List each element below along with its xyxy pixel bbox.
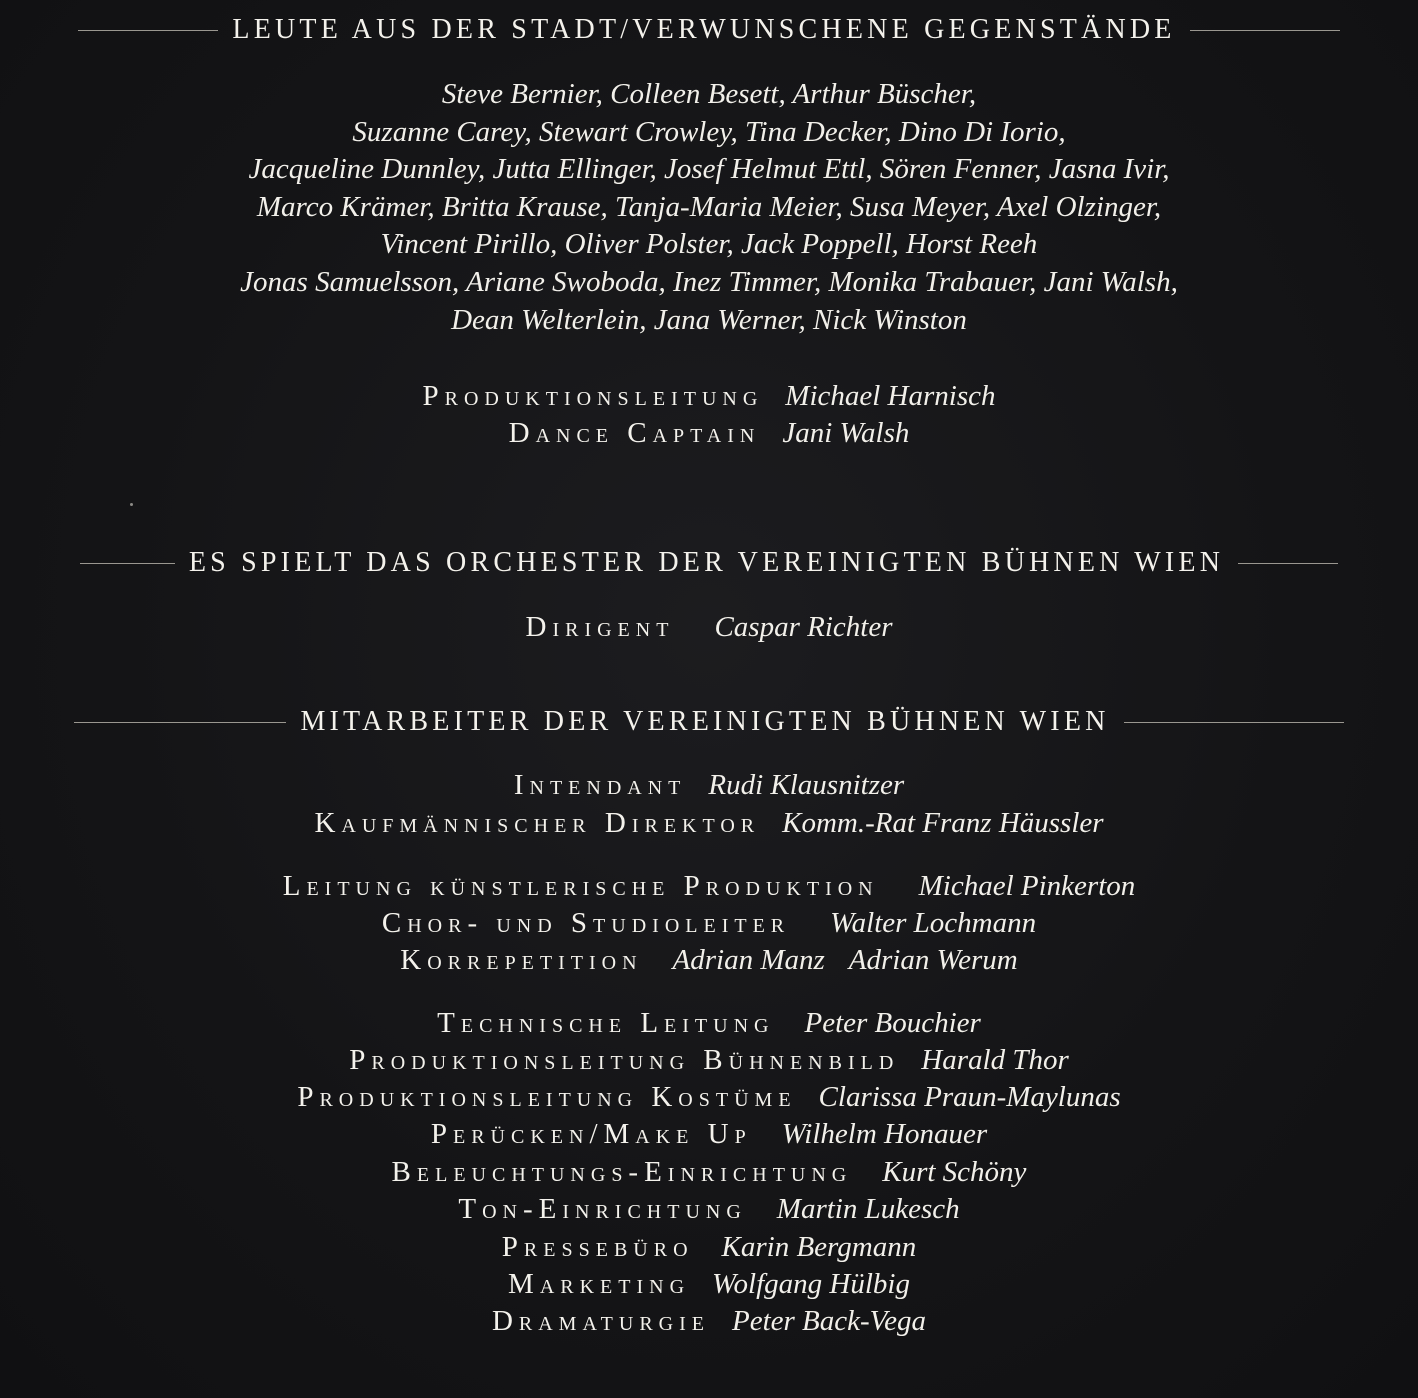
credit-person: Adrian Manz [672, 944, 825, 976]
credit-role: Dance Captain [508, 417, 761, 449]
credit-person: Wolfgang Hülbig [712, 1268, 910, 1300]
names-line: Dean Welterlein, Jana Werner, Nick Winston [451, 303, 967, 336]
names-line: Jacqueline Dunnley, Jutta Ellinger, Josef Helmut Ettl, Sören Fenner, Jasna Ivir, [248, 153, 1170, 186]
section-title: MITARBEITER DER VEREINIGTEN BÜHNEN WIEN [300, 706, 1110, 737]
section-header-orchestra [0, 547, 1418, 579]
credit-role: Produktionsleitung [422, 380, 764, 412]
credit-role: Produktionsleitung Kostüme [297, 1081, 797, 1113]
credit-role: Leitung künstlerische Produktion [282, 870, 879, 902]
credit-dance-captain [0, 414, 1418, 452]
credit-role: Perücken/Make Up [430, 1118, 752, 1150]
credit-person: Adrian Werum [848, 944, 1018, 976]
header-rule-right [1124, 722, 1344, 723]
section-header-staff [0, 706, 1418, 738]
credit-person: Komm.-Rat Franz Häussler [782, 807, 1104, 839]
credit-role: Produktionsleitung Bühnenbild [349, 1044, 900, 1076]
credit-role: Chor- und Studioleiter [381, 907, 791, 939]
credit-produktionsleitung [0, 377, 1418, 415]
credit-person: Caspar Richter [714, 611, 893, 643]
credit-dirigent [0, 608, 1418, 646]
credit-role: Kaufmännischer Direktor [314, 807, 761, 839]
credit-pressebuero [0, 1228, 1418, 1266]
credit-ton-einrichtung [0, 1190, 1418, 1228]
credit-person: Michael Harnisch [785, 380, 996, 412]
header-rule-right [1190, 30, 1340, 31]
print-speck [130, 503, 133, 506]
credit-marketing [0, 1265, 1418, 1303]
credit-korrepetition [0, 941, 1418, 979]
credit-role: Dirigent [525, 611, 675, 643]
credit-person: Peter Back-Vega [732, 1305, 927, 1337]
credit-person: Clarissa Praun-Maylunas [818, 1081, 1121, 1113]
names-line: Marco Krämer, Britta Krause, Tanja-Maria Meier, Susa Meyer, Axel Olzinger, [256, 190, 1162, 223]
credit-person: Martin Lukesch [776, 1193, 960, 1225]
credit-role: Technische Leitung [437, 1007, 775, 1039]
credit-role: Pressebüro [501, 1231, 694, 1263]
credit-role: Marketing [508, 1268, 691, 1300]
names-line: Jonas Samuelsson, Ariane Swoboda, Inez Timmer, Monika Trabauer, Jani Walsh, [240, 265, 1178, 298]
credit-person: Wilhelm Honauer [781, 1118, 988, 1150]
credit-person: Walter Lochmann [830, 907, 1037, 939]
credit-chor-studioleiter [0, 904, 1418, 942]
credit-peruecken-make-up [0, 1115, 1418, 1153]
credit-produktionsleitung-kostueme [0, 1078, 1418, 1116]
header-rule-left [80, 563, 175, 564]
section-header-ensemble [0, 14, 1418, 46]
credit-intendant [0, 766, 1418, 804]
names-line: Suzanne Carey, Stewart Crowley, Tina Decker, Dino Di Iorio, [352, 115, 1066, 148]
credit-person: Rudi Klausnitzer [708, 769, 905, 801]
credit-kaufmaennischer-direktor [0, 804, 1418, 842]
names-line: Steve Bernier, Colleen Besett, Arthur Büscher, [441, 78, 977, 110]
credit-role: Ton-Einrichtung [458, 1193, 747, 1225]
credit-produktionsleitung-buehnenbild [0, 1041, 1418, 1079]
section-title: LEUTE AUS DER STADT/VERWUNSCHENE GEGENSTÄNDE [232, 14, 1176, 45]
header-rule-left [78, 30, 218, 31]
credit-person: Peter Bouchier [804, 1007, 981, 1039]
credit-technische-leitung [0, 1004, 1418, 1042]
credit-person: Michael Pinkerton [918, 870, 1136, 902]
ensemble-names [0, 76, 1418, 339]
header-rule-right [1238, 563, 1338, 564]
credit-person: Kurt Schöny [882, 1156, 1027, 1188]
credit-role: Intendant [513, 769, 687, 801]
credit-dramaturgie [0, 1302, 1418, 1340]
credit-person: Jani Walsh [782, 417, 910, 449]
credit-role: Dramaturgie [491, 1305, 710, 1337]
header-rule-left [74, 722, 286, 723]
credit-person: Karin Bergmann [721, 1231, 917, 1263]
credit-role: Korrepetition [400, 944, 643, 976]
names-line: Vincent Pirillo, Oliver Polster, Jack Poppell, Horst Reeh [380, 228, 1038, 261]
credit-leitung-kuenstlerische-produktion [0, 867, 1418, 905]
credit-person: Harald Thor [921, 1044, 1069, 1076]
credit-role: Beleuchtungs-Einrichtung [391, 1156, 853, 1188]
credit-beleuchtungs-einrichtung [0, 1153, 1418, 1191]
section-title: ES SPIELT DAS ORCHESTER DER VEREINIGTEN BÜHNEN WIEN [188, 547, 1225, 578]
